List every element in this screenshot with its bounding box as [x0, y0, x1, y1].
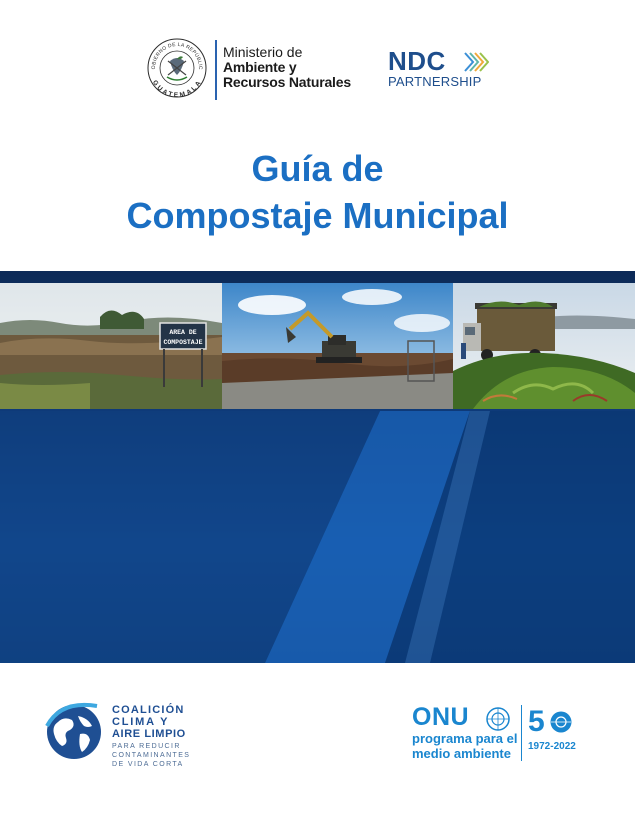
unep-line2: medio ambiente — [412, 746, 511, 761]
anniversary-years: 1972-2022 — [528, 741, 576, 752]
ministry-name — [223, 45, 351, 90]
ccac-line3: AIRE LIMPIO — [112, 728, 186, 740]
ccac-line1: COALICIÓN — [112, 704, 185, 716]
ccac-line5: CONTAMINANTES — [112, 752, 191, 759]
onu-wordmark: ONU — [412, 703, 470, 731]
ndc-subtitle: PARTNERSHIP — [388, 74, 482, 89]
ndc-chevron-icon — [463, 51, 489, 73]
unep-line1: programa para el — [412, 731, 518, 746]
ministry-line3: Recursos Naturales — [223, 74, 351, 90]
seal-top-text: OBIERNO DE LA REPÚBLIC — [150, 41, 204, 70]
header-divider — [215, 40, 217, 100]
ccac-line6: DE VIDA CORTA — [112, 761, 184, 768]
photo-compost-area — [0, 283, 222, 409]
unep-divider — [521, 705, 522, 761]
seal-bottom-text: GUATEMALA — [150, 79, 204, 99]
ccac-globe-logo — [44, 700, 104, 767]
sign-line1: AREA DE — [169, 329, 197, 336]
ndc-partnership-logo — [388, 48, 498, 90]
ndc-wordmark: NDC — [388, 46, 446, 76]
ministry-line1: Ministerio de — [223, 44, 303, 60]
globe-icon — [44, 700, 104, 762]
anniversary-zero-emblem-icon — [549, 710, 573, 734]
photo-excavator — [222, 283, 453, 409]
document-title-line1: Guía de — [251, 148, 384, 189]
unep-logo — [412, 703, 518, 761]
ccac-line2: CLIMA Y — [112, 716, 170, 728]
ccac-wordmark — [112, 704, 190, 769]
document-title-line2: Compostaje Municipal — [126, 195, 509, 236]
anniversary-digit: 5 — [528, 705, 545, 738]
svg-text:GUATEMALA — [151, 79, 203, 99]
un-emblem-icon — [485, 706, 511, 732]
ccac-line4: PARA REDUCIR — [112, 743, 181, 750]
ministry-line2: Ambiente y — [223, 59, 297, 75]
photo-truck-organic-waste — [453, 283, 635, 409]
cover-band — [0, 271, 635, 663]
unep-50-anniversary — [528, 706, 576, 753]
sign-line2: COMPOSTAJE — [163, 339, 203, 346]
guatemala-seal — [146, 37, 208, 99]
